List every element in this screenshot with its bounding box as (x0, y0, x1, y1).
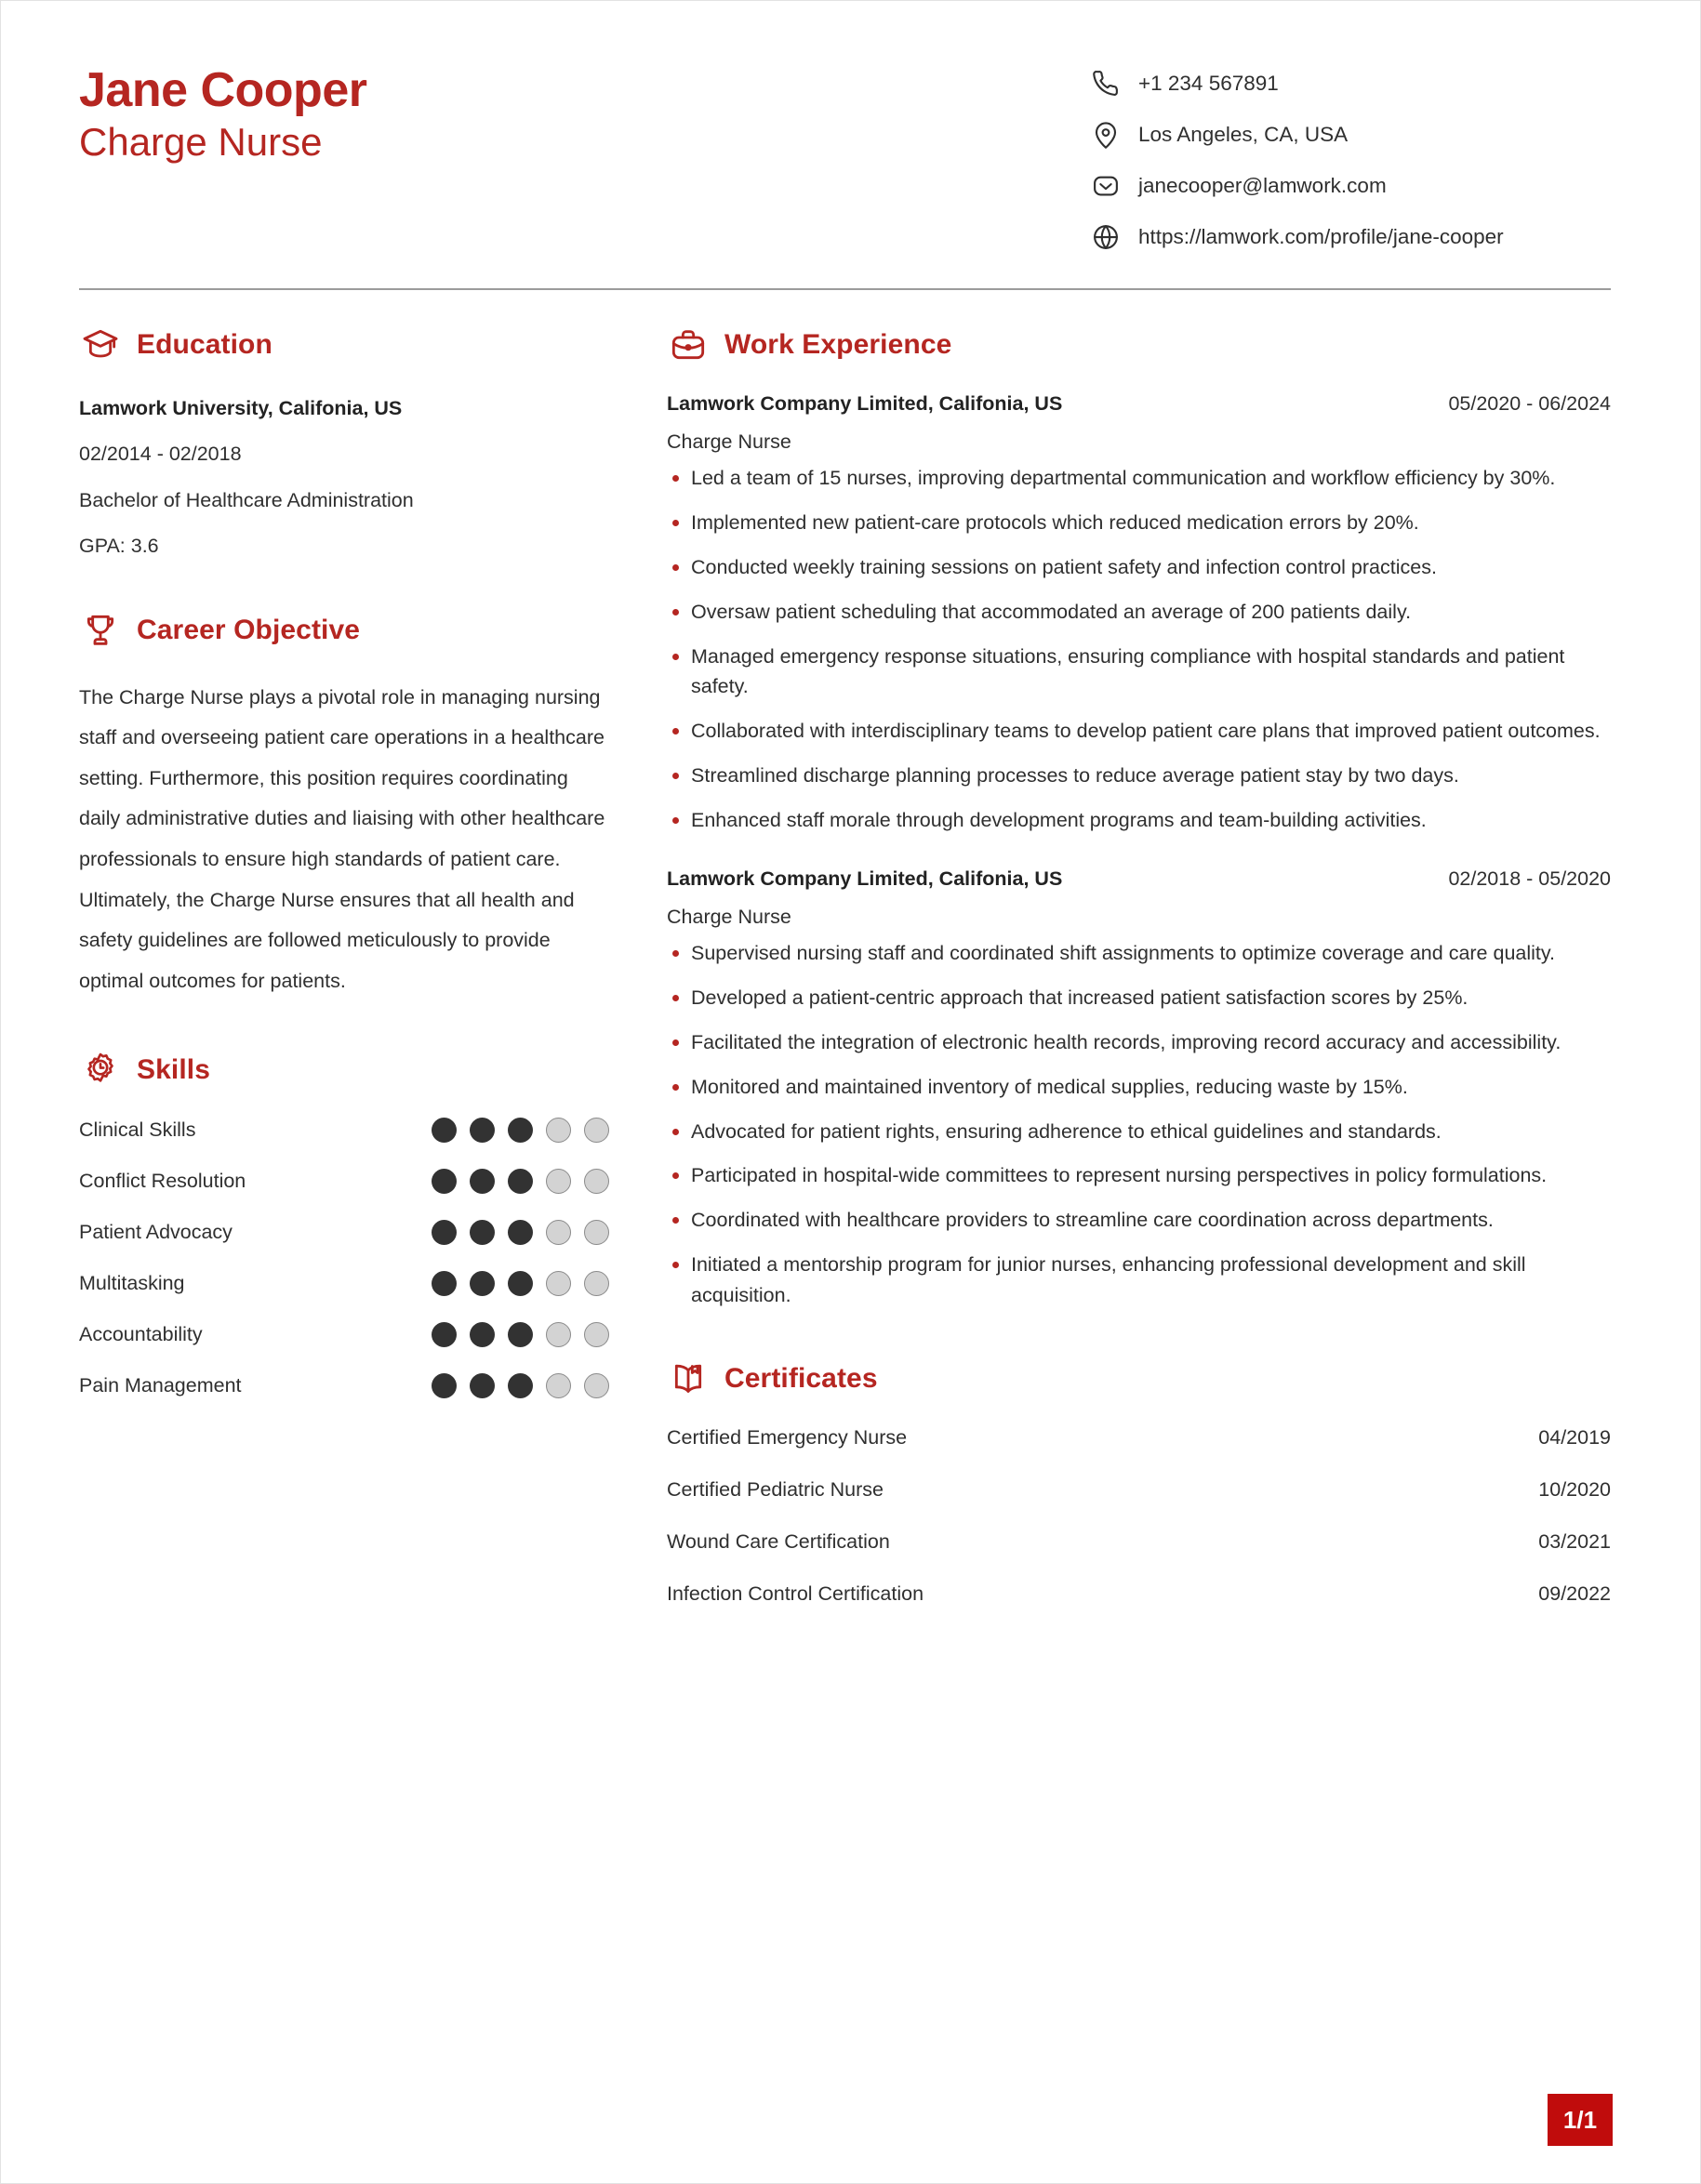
gear-clock-icon (79, 1049, 122, 1092)
rating-dot (546, 1322, 571, 1347)
skill-rating (432, 1169, 609, 1194)
briefcase-icon (667, 324, 710, 366)
certificates-heading (667, 1357, 1611, 1400)
skill-item (79, 1169, 609, 1194)
graduation-cap-icon (79, 324, 122, 366)
rating-dot (470, 1169, 495, 1194)
rating-dot (432, 1118, 457, 1143)
career-objective-body: The Charge Nurse plays a pivotal role in managing nursing staff and overseeing patient care operations in a healthcare setting. Furthermore, this position requires coordinating daily administrative duties and liaising with other healthcare professionals to ensure high standards of patient care. Ultimately, the Charge Nurse ensures that all health and safety guidelines are followed meticulously to provide optimal outcomes for patients. (79, 685, 605, 993)
skill-item (79, 1271, 609, 1296)
skill-label: Multitasking (79, 1271, 185, 1294)
rating-dot (432, 1169, 457, 1194)
work-experience-section (667, 324, 1611, 1311)
rating-dot (432, 1373, 457, 1398)
job-organization: Lamwork Company Limited, Califonia, US (667, 392, 1063, 415)
education-gpa: GPA: 3.6 (79, 535, 159, 558)
full-name: Jane Cooper (79, 63, 367, 117)
rating-dot (584, 1169, 609, 1194)
skill-rating (432, 1271, 609, 1296)
skill-label: Conflict Resolution (79, 1169, 246, 1192)
job-bullet: Initiated a mentorship program for junior nurses, enhancing professional development and skill acquisition. (667, 1250, 1611, 1311)
skill-item (79, 1220, 609, 1245)
website-value: https://lamwork.com/profile/jane-cooper (1138, 225, 1504, 248)
job-bullet: Facilitated the integration of electronic health records, improving record accuracy and accessibility. (667, 1027, 1611, 1058)
certificate-name: Infection Control Certification (667, 1582, 924, 1606)
rating-dot (508, 1322, 533, 1347)
location-icon (1090, 119, 1122, 151)
rating-dot (508, 1271, 533, 1296)
rating-dot (546, 1118, 571, 1143)
certificate-item (667, 1426, 1611, 1449)
certificate-item (667, 1582, 1611, 1606)
education-title: Education (137, 329, 272, 360)
certificate-item (667, 1530, 1611, 1554)
certificate-date: 10/2020 (1538, 1478, 1611, 1502)
skill-label: Pain Management (79, 1373, 242, 1396)
certificate-item (667, 1478, 1611, 1502)
job-bullet: Enhanced staff morale through development programs and team-building activities. (667, 805, 1611, 836)
certificates-title: Certificates (724, 1363, 878, 1395)
rating-dot (546, 1169, 571, 1194)
education-section (79, 324, 609, 563)
career-objective-section (79, 609, 609, 1002)
job-header (667, 867, 1611, 891)
job-bullet-list (667, 938, 1611, 1311)
certificate-date: 09/2022 (1538, 1582, 1611, 1606)
rating-dot (584, 1322, 609, 1347)
education-heading (79, 324, 609, 366)
job-bullet: Monitored and maintained inventory of medical supplies, reducing waste by 15%. (667, 1072, 1611, 1103)
skill-item (79, 1322, 609, 1347)
job-dates: 02/2018 - 05/2020 (1448, 867, 1611, 891)
rating-dot (584, 1220, 609, 1245)
page-indicator-badge: 1/1 (1548, 2094, 1613, 2146)
certificate-date: 04/2019 (1538, 1426, 1611, 1449)
trophy-icon (79, 609, 122, 652)
work-experience-heading (667, 324, 1611, 366)
contact-location[interactable] (1090, 119, 1611, 151)
rating-dot (584, 1373, 609, 1398)
education-degree: Bachelor of Healthcare Administration (79, 488, 414, 511)
certificate-name: Wound Care Certification (667, 1530, 890, 1554)
job-bullet: Managed emergency response situations, ensuring compliance with hospital standards and patient safety. (667, 642, 1611, 703)
skills-section (79, 1049, 609, 1398)
contact-phone[interactable] (1090, 68, 1611, 99)
email-icon (1090, 170, 1122, 202)
job-role: Charge Nurse (667, 906, 791, 929)
rating-dot (508, 1169, 533, 1194)
job-bullet-list (667, 463, 1611, 836)
skill-rating (432, 1322, 609, 1347)
rating-dot (508, 1118, 533, 1143)
job-bullet: Participated in hospital-wide committees to represent nursing perspectives in policy formulations. (667, 1160, 1611, 1191)
location-value: Los Angeles, CA, USA (1138, 123, 1349, 146)
rating-dot (432, 1220, 457, 1245)
skill-rating (432, 1373, 609, 1398)
rating-dot (508, 1220, 533, 1245)
skill-label: Accountability (79, 1322, 203, 1345)
skill-rating (432, 1118, 609, 1143)
phone-icon (1090, 68, 1122, 99)
skill-rating (432, 1220, 609, 1245)
rating-dot (470, 1220, 495, 1245)
rating-dot (432, 1271, 457, 1296)
skill-label: Patient Advocacy (79, 1220, 233, 1243)
rating-dot (584, 1271, 609, 1296)
career-objective-heading (79, 609, 609, 652)
job-entry (667, 392, 1611, 836)
skill-item (79, 1373, 609, 1398)
job-organization: Lamwork Company Limited, Califonia, US (667, 867, 1063, 891)
skills-heading (79, 1049, 609, 1092)
contact-list (1090, 59, 1611, 253)
rating-dot (470, 1373, 495, 1398)
rating-dot (546, 1220, 571, 1245)
education-school: Lamwork University, Califonia, US (79, 397, 403, 419)
education-dates: 02/2014 - 02/2018 (79, 443, 242, 466)
job-dates: 05/2020 - 06/2024 (1448, 392, 1611, 415)
email-value: janecooper@lamwork.com (1138, 174, 1387, 197)
job-title: Charge Nurse (79, 120, 323, 165)
rating-dot (508, 1373, 533, 1398)
rating-dot (546, 1373, 571, 1398)
job-bullet: Supervised nursing staff and coordinated shift assignments to optimize coverage and care quality. (667, 938, 1611, 969)
certificate-name: Certified Pediatric Nurse (667, 1478, 884, 1502)
right-column (637, 324, 1611, 1652)
job-bullet: Collaborated with interdisciplinary teams to develop patient care plans that improved patient outcomes. (667, 716, 1611, 747)
certificate-name: Certified Emergency Nurse (667, 1426, 908, 1449)
rating-dot (470, 1271, 495, 1296)
certificate-date: 03/2021 (1538, 1530, 1611, 1554)
job-header (667, 392, 1611, 416)
skills-title: Skills (137, 1053, 210, 1085)
resume-body (79, 290, 1611, 1652)
skill-item (79, 1118, 609, 1143)
rating-dot (470, 1118, 495, 1143)
job-bullet: Advocated for patient rights, ensuring adherence to ethical guidelines and standards. (667, 1117, 1611, 1147)
job-bullet: Coordinated with healthcare providers to streamline care coordination across departments. (667, 1205, 1611, 1236)
rating-dot (546, 1271, 571, 1296)
job-bullet: Led a team of 15 nurses, improving departmental communication and workflow efficiency by 30%. (667, 463, 1611, 494)
rating-dot (432, 1322, 457, 1347)
job-bullet: Conducted weekly training sessions on patient safety and infection control practices. (667, 552, 1611, 583)
certificates-section (667, 1357, 1611, 1606)
job-entry (667, 867, 1611, 1311)
rating-dot (470, 1322, 495, 1347)
globe-icon (1090, 221, 1122, 253)
resume-header (79, 59, 1611, 253)
left-column (79, 324, 637, 1652)
skill-label: Clinical Skills (79, 1118, 196, 1141)
job-role: Charge Nurse (667, 430, 791, 453)
rating-dot (584, 1118, 609, 1143)
job-bullet: Oversaw patient scheduling that accommodated an average of 200 patients daily. (667, 597, 1611, 628)
contact-website[interactable] (1090, 221, 1611, 253)
work-experience-title: Work Experience (724, 329, 952, 360)
job-bullet: Developed a patient-centric approach that increased patient satisfaction scores by 25%. (667, 983, 1611, 1013)
phone-value: +1 234 567891 (1138, 72, 1279, 95)
contact-email[interactable] (1090, 170, 1611, 202)
identity-block (79, 59, 366, 167)
job-bullet: Implemented new patient-care protocols which reduced medication errors by 20%. (667, 508, 1611, 538)
book-icon (667, 1357, 710, 1400)
job-bullet: Streamlined discharge planning processes to reduce average patient stay by two days. (667, 761, 1611, 791)
career-objective-title: Career Objective (137, 614, 361, 645)
